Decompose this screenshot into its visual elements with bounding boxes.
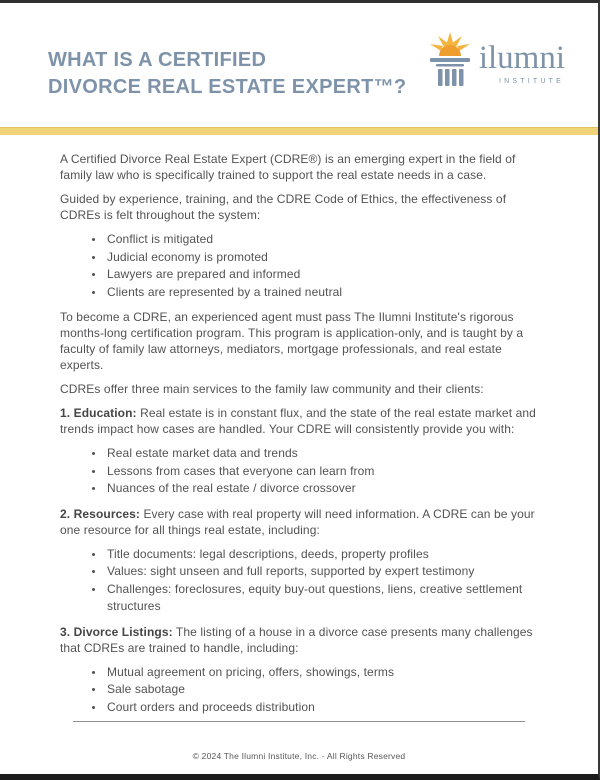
services-intro: CDREs offer three main services to the family law community and their clients: (60, 382, 484, 396)
list-item: • Mutual agreement on pricing, offers, showings, terms (105, 664, 540, 682)
logo-wordmark: ilumni (478, 40, 565, 76)
certification-paragraph: To become a CDRE, an experienced agent must pass The Ilumni Institute's rigorous months-long certification program. This program is application-only, and is taught by a faculty of family law attorneys, mediators, mortgage professionals, and real estate experts. (60, 310, 524, 372)
service-2-list (60, 546, 540, 616)
service-2-heading (60, 506, 540, 538)
service-1-text: Real estate is in constant flux, and the state of the real estate market and trends impact how cases are handled. Your CDRE will consistently provide you with: (60, 406, 536, 436)
sunburst-column-icon (428, 31, 472, 92)
list-item: • Nuances of the real estate / divorce crossover (105, 480, 540, 498)
ilumni-logo (428, 30, 565, 92)
copyright-text: © 2024 The Ilumni Institute, Inc. - All Rights Reserved (192, 751, 406, 761)
service-2-label: 2. Resources: (60, 506, 141, 521)
list-item: • Lawyers are prepared and informed (105, 266, 540, 284)
list-item: • Real estate market data and trends (105, 445, 540, 463)
list-item: • Values: sight unseen and full reports, supported by expert testimony (105, 563, 540, 581)
list-item: • Judicial economy is promoted (105, 249, 540, 267)
page-title-line2: DIVORCE REAL ESTATE EXPERT™? (48, 76, 407, 98)
service-1-heading (60, 405, 540, 437)
list-item: • Clients are represented by a trained neutral (105, 284, 540, 302)
intro-paragraph-1: A Certified Divorce Real Estate Expert (CDRE®) is an emerging expert in the field of family law who is specifically trained to support the real estate needs in a case. (60, 152, 516, 182)
logo-subtitle: INSTITUTE (499, 78, 564, 85)
document-header (0, 3, 598, 127)
document-body (0, 135, 598, 716)
page-title-line1: WHAT IS A CERTIFIED (48, 49, 267, 71)
service-3-list (60, 664, 540, 717)
list-item: • Conflict is mitigated (105, 231, 540, 249)
service-3-text: The listing of a house in a divorce case presents many challenges that CDREs are trained to handle, including: (60, 624, 533, 655)
service-1-label: 1. Education: (60, 406, 137, 420)
logo-text (479, 40, 565, 85)
service-2-text: Every case with real property will need information. A CDRE can be your one resource for all things real estate, including: (60, 506, 535, 537)
system-benefits-list (60, 231, 540, 301)
service-3-heading (60, 624, 540, 656)
page-title (48, 47, 406, 101)
service-1-list (60, 445, 540, 498)
accent-divider (0, 127, 598, 135)
intro-paragraph-2: Guided by experience, training, and the CDRE Code of Ethics, the effectiveness of CDREs is felt throughout the system: (60, 192, 507, 222)
list-item: • Title documents: legal descriptions, deeds, property profiles (105, 546, 540, 564)
list-item: • Sale sabotage (105, 681, 540, 699)
list-item: • Lessons from cases that everyone can learn from (105, 463, 540, 481)
list-item: • Court orders and proceeds distribution (105, 699, 540, 717)
footer-divider (73, 721, 525, 722)
list-item: • Challenges: foreclosures, equity buy-out questions, liens, creative settlement structures (105, 581, 540, 616)
service-3-label: 3. Divorce Listings: (60, 624, 173, 639)
